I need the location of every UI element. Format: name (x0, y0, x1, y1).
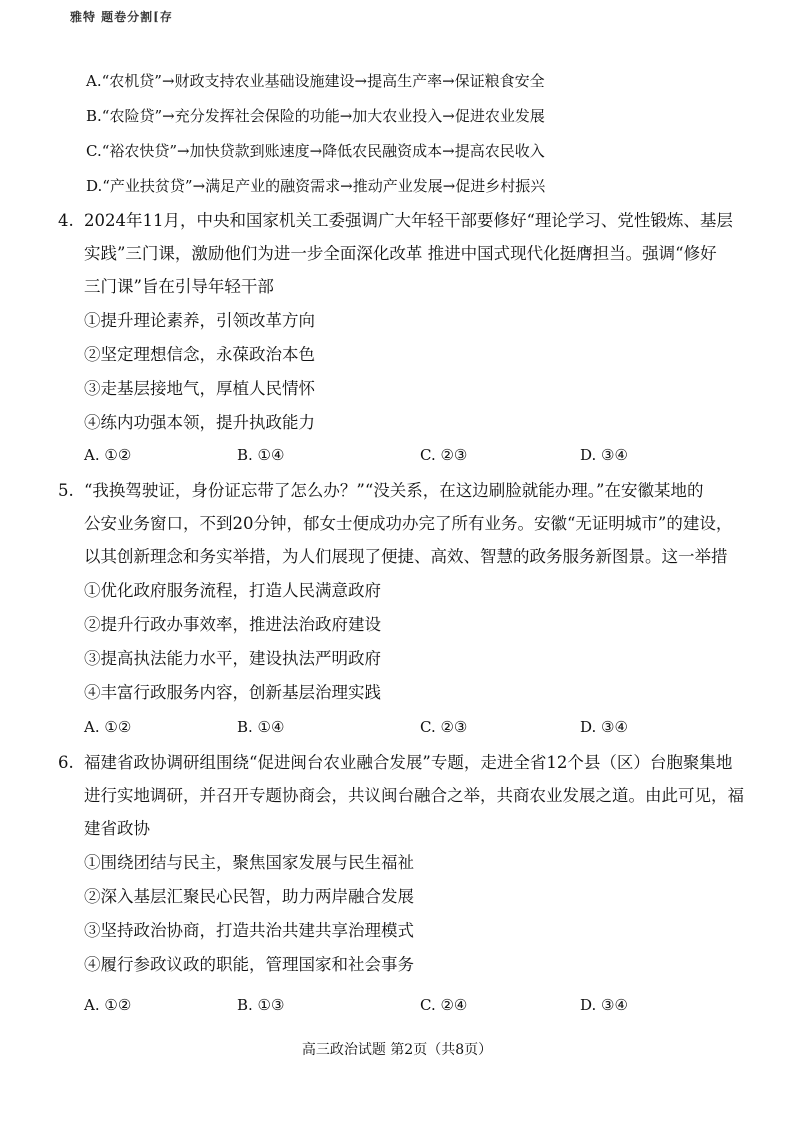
q4-stem-line: 三门课”旨在引导年轻干部 (84, 277, 274, 296)
q4-item: ②坚定理想信念，永葆政治本色 (84, 345, 315, 364)
q5-stem-line: 公安业务窗口，不到20分钟，郁女士便成功办完了所有业务。安徽“无证明城市”的建设， (84, 514, 733, 533)
q5-item: ②提升行政办事效率，推进法治政府建设 (84, 615, 381, 634)
q4-item: ③走基层接地气，厚植人民情怀 (84, 379, 315, 398)
q3-option-b: B.“农险贷”→充分发挥社会保险的功能→加大农业投入→促进农业发展 (86, 107, 545, 125)
q4-choice-c: C. ②③ (420, 446, 468, 464)
q6-item: ④履行参政议政的职能，管理国家和社会事务 (84, 955, 414, 974)
q4-stem-line: 2024年11月，中央和国家机关工委强调广大年轻干部要修好“理论学习、党性锻炼、基层 (84, 211, 733, 230)
q6-stem-line: 建省政协 (84, 819, 150, 838)
q6-number: 6. (58, 753, 74, 772)
q4-choice-b: B. ①④ (237, 446, 285, 464)
q6-choice-b: B. ①③ (237, 996, 285, 1014)
q6-item: ②深入基层汇聚民心民智，助力两岸融合发展 (84, 887, 414, 906)
q5-choice-c: C. ②③ (420, 718, 468, 736)
q6-item: ③坚持政治协商，打造共治共建共享治理模式 (84, 921, 414, 940)
q5-number: 5. (58, 481, 74, 500)
q5-item: ④丰富行政服务内容，创新基层治理实践 (84, 683, 381, 702)
header-fragment: 雅特 题卷分割[存 (70, 10, 173, 24)
q4-stem-line: 实践”三门课，激励他们为进一步全面深化改革 推进中国式现代化挺膺担当。强调“修好 (84, 244, 717, 263)
q3-option-c: C.“裕农快贷”→加快贷款到账速度→降低农民融资成本→提高农民收入 (86, 142, 545, 160)
q6-item: ①围绕团结与民主，聚焦国家发展与民生福祉 (84, 853, 414, 872)
q6-choice-c: C. ②④ (420, 996, 468, 1014)
q3-option-d: D.“产业扶贫贷”→满足产业的融资需求→推动产业发展→促进乡村振兴 (86, 177, 546, 195)
q5-item: ①优化政府服务流程，打造人民满意政府 (84, 581, 381, 600)
q3-option-a: A.“农机贷”→财政支持农业基础设施建设→提高生产率→保证粮食安全 (86, 72, 545, 90)
q6-stem-line: 福建省政协调研组围绕“促进闽台农业融合发展”专题，走进全省12个县（区）台胞聚集地 (84, 753, 733, 772)
q5-item: ③提高执法能力水平，建设执法严明政府 (84, 649, 381, 668)
q4-choice-a: A. ①② (84, 446, 132, 464)
q4-item: ①提升理论素养，引领改革方向 (84, 311, 315, 330)
q5-stem-line: “我换驾驶证，身份证忘带了怎么办？”“没关系，在这边刷脸就能办理。”在安徽某地的 (84, 481, 704, 500)
page-footer: 高三政治试题 第2页（共8页） (301, 1042, 493, 1058)
q5-choice-d: D. ③④ (580, 718, 628, 736)
q6-stem-line: 进行实地调研，并召开专题协商会，共议闽台融合之举，共商农业发展之道。由此可见，福 (84, 786, 744, 805)
q6-choice-d: D. ③④ (580, 996, 628, 1014)
q5-choice-b: B. ①④ (237, 718, 285, 736)
q6-choice-a: A. ①② (84, 996, 132, 1014)
q5-stem-line: 以其创新理念和务实举措，为人们展现了便捷、高效、智慧的政务服务新图景。这一举措 (84, 547, 728, 566)
q5-choice-a: A. ①② (84, 718, 132, 736)
q4-number: 4. (58, 211, 74, 230)
q4-item: ④练内功强本领，提升执政能力 (84, 413, 315, 432)
q4-choice-d: D. ③④ (580, 446, 628, 464)
